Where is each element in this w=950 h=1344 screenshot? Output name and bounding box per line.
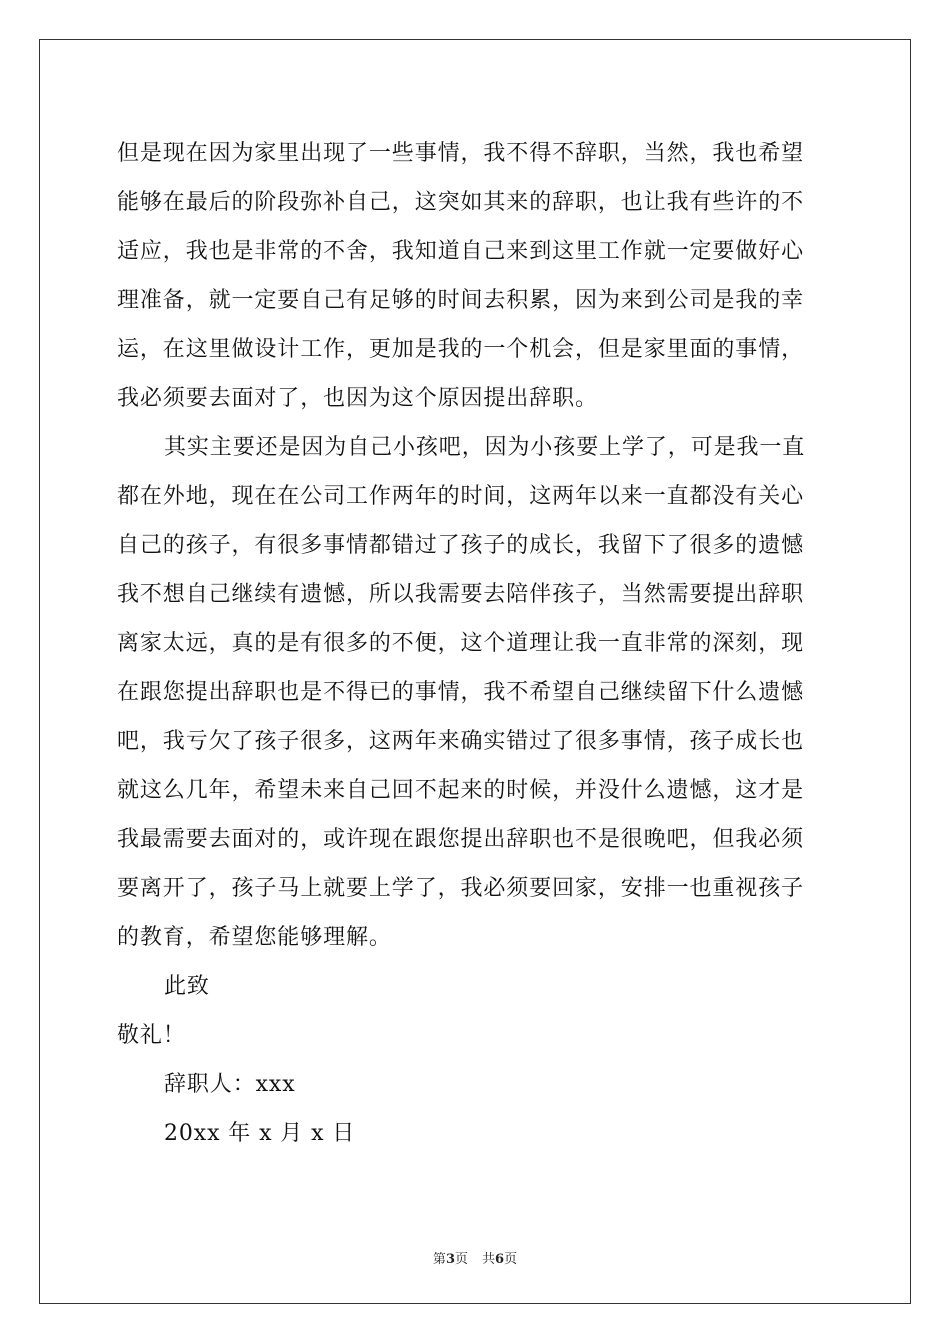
- total-page-number: 6: [495, 1252, 505, 1267]
- paragraph-line: 在跟您提出辞职也是不得已的事情，我不希望自己继续留下什么遗憾: [117, 680, 805, 705]
- paragraph-line: 都在外地，现在在公司工作两年的时间，这两年以来一直都没有关心: [117, 484, 805, 509]
- paragraph-line: 离家太远，真的是有很多的不便，这个道理让我一直非常的深刻，现: [117, 631, 805, 656]
- paragraph-line: 运，在这里做设计工作，更加是我的一个机会，但是家里面的事情，: [117, 337, 805, 362]
- total-prefix: 共: [482, 1252, 496, 1267]
- signature-line: 辞职人：xxx: [164, 1072, 296, 1097]
- letter-body: [117, 129, 837, 1158]
- paragraph-line: 我必须要去面对了，也因为这个原因提出辞职。: [117, 386, 598, 411]
- paragraph-line: 的教育，希望您能够理解。: [117, 925, 392, 950]
- paragraph-line: 理准备，就一定要自己有足够的时间去积累，因为来到公司是我的幸: [117, 288, 805, 313]
- paragraph-line: 就这么几年，希望未来自己回不起来的时候，并没什么遗憾，这才是: [117, 778, 805, 803]
- closing-salutation: 此致: [164, 974, 210, 999]
- page-suffix: 页: [454, 1252, 468, 1267]
- paragraph-line: 自己的孩子，有很多事情都错过了孩子的成长，我留下了很多的遗憾: [117, 533, 805, 558]
- paragraph-line: 要离开了，孩子马上就要上学了，我必须要回家，安排一也重视孩子: [117, 876, 805, 901]
- paragraph-line: 适应，我也是非常的不舍，我知道自己来到这里工作就一定要做好心: [117, 239, 805, 264]
- page-prefix: 第: [432, 1252, 446, 1267]
- date-line: 20xx 年 x 月 x 日: [164, 1121, 356, 1146]
- current-page-number: 3: [445, 1252, 455, 1267]
- paragraph-line: 能够在最后的阶段弥补自己，这突如其来的辞职，也让我有些许的不: [117, 190, 805, 215]
- total-suffix: 页: [504, 1252, 518, 1267]
- closing-regards: 敬礼！: [117, 1023, 186, 1048]
- paragraph-line: 但是现在因为家里出现了一些事情，我不得不辞职，当然，我也希望: [117, 141, 805, 166]
- paragraph-line: 我最需要去面对的，或许现在跟您提出辞职也不是很晚吧，但我必须: [117, 827, 805, 852]
- paragraph-line: 我不想自己继续有遗憾，所以我需要去陪伴孩子，当然需要提出辞职: [117, 582, 805, 607]
- paragraph-line: 吧，我亏欠了孩子很多，这两年来确实错过了很多事情，孩子成长也: [117, 729, 805, 754]
- page-footer: [0, 1248, 950, 1267]
- paragraph-line: 其实主要还是因为自己小孩吧，因为小孩要上学了，可是我一直: [164, 435, 806, 460]
